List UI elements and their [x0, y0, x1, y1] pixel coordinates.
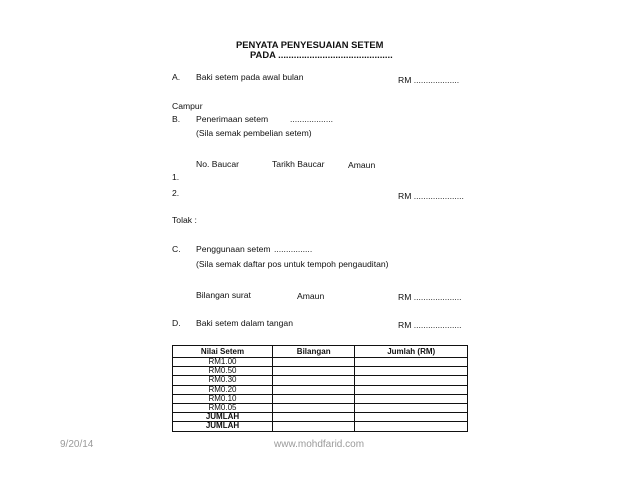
section-a-amount: RM ...................	[398, 75, 460, 85]
cell-jumlah	[355, 422, 468, 431]
document-title: PENYATA PENYESUAIAN SETEM	[236, 39, 384, 50]
header-bilangan: Bilangan	[273, 346, 355, 358]
cell-nilai: RM0.10	[173, 394, 273, 403]
footer-website: www.mohdfarid.com	[274, 439, 365, 450]
col-amaun: Amaun	[348, 160, 376, 170]
cell-bilangan	[273, 376, 355, 385]
table-row	[173, 385, 468, 394]
tolak-label: Tolak :	[172, 215, 197, 225]
cell-nilai: RM0.30	[173, 376, 273, 385]
cell-jumlah	[355, 394, 468, 403]
cell-bilangan	[273, 385, 355, 394]
table-row	[173, 376, 468, 385]
section-c-letter: C.	[172, 244, 181, 254]
footer-date: 9/20/14	[60, 439, 94, 450]
section-c-amount: RM ....................	[398, 292, 462, 302]
cell-jumlah-label: JUMLAH	[173, 422, 273, 431]
cell-jumlah	[355, 385, 468, 394]
stamp-value-table	[172, 345, 468, 432]
col-baucar: No. Baucar	[196, 159, 239, 169]
cell-jumlah	[355, 403, 468, 412]
section-b-note: (Sila semak pembelian setem)	[196, 128, 312, 138]
cell-jumlah	[355, 376, 468, 385]
cell-nilai: RM0.20	[173, 385, 273, 394]
section-b-label: Penerimaan setem	[196, 114, 269, 124]
cell-jumlah	[355, 413, 468, 422]
section-a-label: Baki setem pada awal bulan	[196, 72, 304, 82]
header-nilai-setem: Nilai Setem	[173, 346, 273, 358]
header-jumlah: Jumlah (RM)	[355, 346, 468, 358]
section-b-amount: RM .....................	[398, 191, 464, 201]
cell-nilai: RM0.50	[173, 367, 273, 376]
amaun-label: Amaun	[297, 291, 325, 301]
cell-bilangan	[273, 358, 355, 367]
section-d-letter: D.	[172, 318, 181, 328]
bilangan-surat-label: Bilangan surat	[196, 290, 251, 300]
cell-jumlah	[355, 358, 468, 367]
date-line: PADA ............................................	[250, 49, 393, 60]
cell-bilangan	[273, 367, 355, 376]
cell-bilangan	[273, 413, 355, 422]
cell-nilai: RM0.05	[173, 403, 273, 412]
cell-bilangan	[273, 394, 355, 403]
cell-bilangan	[273, 422, 355, 431]
cell-jumlah	[355, 367, 468, 376]
section-d-amount: RM ....................	[398, 320, 462, 330]
table-header-row	[173, 346, 468, 358]
section-c-dots: ................	[274, 244, 313, 254]
cell-jumlah-label: JUMLAH	[173, 413, 273, 422]
section-c-note: (Sila semak daftar pos untuk tempoh pengauditan)	[196, 259, 389, 269]
cell-nilai: RM1.00	[173, 358, 273, 367]
section-a-letter: A.	[172, 72, 181, 82]
campur-label: Campur	[172, 101, 203, 111]
row-2: 2.	[172, 188, 180, 198]
section-b-dots: ..................	[290, 114, 333, 124]
col-tarikh-baucar: Tarikh Baucar	[272, 159, 325, 169]
row-1: 1.	[172, 172, 180, 182]
section-c-label: Penggunaan setem	[196, 244, 271, 254]
section-b-letter: B.	[172, 114, 181, 124]
cell-bilangan	[273, 403, 355, 412]
section-d-label: Baki setem dalam tangan	[196, 318, 293, 328]
table-row-total	[173, 422, 468, 431]
